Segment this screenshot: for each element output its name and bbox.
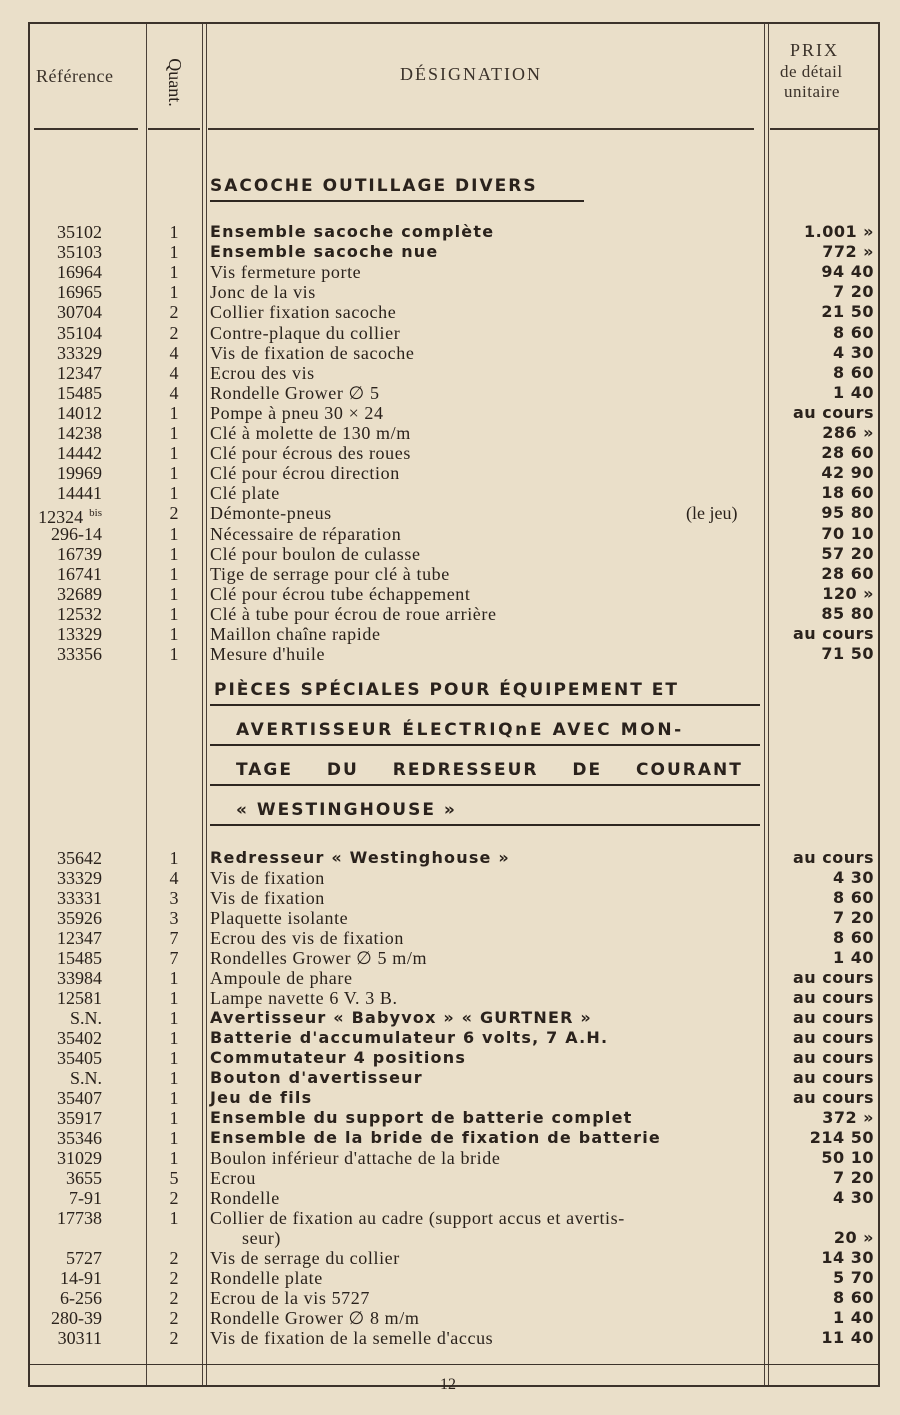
section-title-line1: PIÈCES SPÉCIALES POUR ÉQUIPEMENT ET (214, 680, 680, 700)
price: 7 20 (833, 1168, 874, 1187)
reference: 35103 (57, 242, 102, 263)
price: 5 70 (833, 1268, 874, 1287)
price: 85 80 (821, 603, 874, 623)
section-title: SACOCHE OUTILLAGE DIVERS (210, 176, 538, 196)
designation: Vis de fixation de sacoche (210, 342, 415, 363)
designation: Vis de serrage du collier (210, 1248, 400, 1268)
designation: Ensemble du support de batterie complet (210, 1108, 633, 1127)
table-row (30, 544, 882, 564)
header-quantity: Quant. (164, 57, 185, 107)
section-title-line4: « WESTINGHOUSE » (236, 800, 457, 820)
reference: 30311 (57, 1328, 102, 1348)
table-row (30, 1288, 882, 1308)
section-underline (210, 200, 584, 202)
quantity: 1 (169, 1048, 179, 1068)
designation: Tige de serrage pour clé à tube (210, 563, 450, 584)
header-rule (148, 128, 200, 130)
designation: Ampoule de phare (210, 968, 353, 988)
designation: Ecrou de la vis 5727 (210, 1288, 370, 1308)
table-row (30, 222, 882, 242)
price: 94 40 (821, 262, 874, 282)
designation: Rondelle (210, 1188, 280, 1208)
reference: 280-39 (51, 1308, 102, 1328)
reference: 35102 (57, 222, 102, 242)
table-row (30, 604, 882, 624)
reference: 17738 (57, 1208, 102, 1228)
table-row (30, 383, 882, 403)
quantity: 1 (169, 603, 179, 624)
reference: 35104 (57, 322, 102, 343)
table-row (30, 1208, 882, 1228)
quantity: 2 (169, 503, 179, 524)
table-row (30, 968, 882, 988)
designation: Pompe à pneu 30 × 24 (210, 402, 384, 423)
quantity: 1 (169, 1128, 179, 1148)
reference: 31029 (57, 1148, 102, 1168)
section-underline (210, 744, 760, 746)
price: 95 80 (821, 503, 874, 523)
quantity: 1 (169, 423, 179, 443)
table-row (30, 564, 882, 584)
quantity: 1 (169, 968, 179, 988)
designation-continuation: seur) (242, 1228, 281, 1248)
table-row (30, 584, 882, 604)
table-row (30, 1048, 882, 1068)
designation: Jonc de la vis (210, 282, 316, 303)
designation: Bouton d'avertisseur (210, 1068, 423, 1087)
table-row (30, 928, 882, 948)
price: 1 40 (833, 1308, 874, 1327)
quantity: 3 (169, 888, 179, 908)
price: 50 10 (821, 1148, 874, 1167)
quantity: 2 (169, 1308, 179, 1328)
table-row (30, 1128, 882, 1148)
reference: 7-91 (69, 1188, 102, 1208)
table-row (30, 343, 882, 363)
reference: 33356 (57, 644, 102, 665)
quantity: 1 (169, 402, 179, 423)
price: 7 20 (833, 908, 874, 927)
price: au cours (792, 1068, 874, 1087)
header-price-line2: de détail (780, 62, 843, 81)
designation: Clé pour écrous des roues (210, 443, 411, 464)
designation: Commutateur 4 positions (210, 1048, 467, 1067)
quantity: 2 (169, 1288, 179, 1308)
designation: Mesure d'huile (210, 644, 326, 665)
page-number: 12 (440, 1376, 456, 1393)
price: au cours (792, 1048, 874, 1067)
quantity: 1 (169, 1148, 179, 1168)
quantity: 2 (169, 1188, 179, 1208)
reference: 32689 (57, 583, 102, 604)
reference: 14238 (57, 423, 102, 443)
quantity: 1 (169, 1008, 179, 1028)
reference: 16739 (57, 543, 102, 564)
quantity: 1 (169, 848, 179, 868)
table-row (30, 644, 882, 664)
section-underline (210, 704, 760, 706)
quantity: 1 (169, 463, 179, 484)
designation: Collier de fixation au cadre (support accus et avertis- (210, 1208, 625, 1228)
reference: 33984 (57, 968, 102, 988)
quantity: 4 (169, 362, 179, 383)
reference: 35407 (57, 1088, 102, 1108)
quantity: 1 (169, 222, 179, 242)
quantity: 4 (169, 382, 179, 403)
designation: Lampe navette 6 V. 3 B. (210, 988, 398, 1008)
price: 28 60 (821, 443, 874, 463)
price: au cours (792, 1028, 874, 1047)
price: 120 » (822, 583, 874, 603)
quantity: 1 (169, 282, 179, 303)
price: 4 30 (833, 868, 874, 887)
reference: 35926 (57, 908, 102, 928)
reference-suffix: bis (89, 507, 102, 520)
reference: 16964 (57, 262, 102, 283)
header-price-line3: unitaire (784, 82, 840, 101)
reference: 6-256 (60, 1288, 102, 1308)
price: 14 30 (821, 1248, 874, 1267)
table-row (30, 908, 882, 928)
designation: Rondelle Grower ∅ 5 (210, 382, 380, 403)
price: 20 » (833, 1228, 874, 1247)
reference: 33331 (57, 888, 102, 908)
header-designation: DÉSIGNATION (400, 64, 542, 84)
reference: 15485 (57, 948, 102, 968)
quantity: 4 (169, 868, 179, 888)
price: 21 50 (821, 302, 874, 322)
price: au cours (792, 848, 874, 867)
table-row (30, 988, 882, 1008)
section-title-line3: TAGE DU REDRESSEUR DE COURANT (236, 760, 743, 780)
table-row (30, 1028, 882, 1048)
price: 1 40 (833, 382, 874, 402)
designation: Clé pour boulon de culasse (210, 543, 421, 564)
quantity: 1 (169, 443, 179, 464)
designation: Redresseur « Westinghouse » (210, 848, 510, 867)
reference: 35402 (57, 1028, 102, 1048)
price: 57 20 (821, 543, 874, 563)
designation: Ecrou des vis de fixation (210, 928, 404, 948)
price: 372 » (822, 1108, 874, 1127)
quantity: 2 (169, 1328, 179, 1348)
quantity: 1 (169, 583, 179, 604)
reference: 12581 (57, 988, 102, 1008)
designation: Clé à molette de 130 m/m (210, 423, 411, 443)
price: au cours (792, 624, 874, 643)
quantity: 2 (169, 302, 179, 323)
reference: 35346 (57, 1128, 102, 1148)
catalog-page (28, 22, 880, 1393)
price: 286 » (822, 423, 874, 442)
price: 8 60 (833, 362, 874, 382)
quantity: 1 (169, 1088, 179, 1108)
designation: Ensemble de la bride de fixation de batterie (210, 1128, 661, 1147)
quantity: 1 (169, 1208, 179, 1228)
reference: 35642 (57, 848, 102, 868)
designation-note: (le jeu) (686, 503, 738, 524)
designation: Ensemble sacoche nue (210, 242, 439, 262)
reference: 14012 (57, 402, 102, 423)
table-row (30, 1108, 882, 1128)
header-reference: Référence (36, 66, 114, 86)
designation: Clé à tube pour écrou de roue arrière (210, 603, 497, 624)
table-row (30, 262, 882, 282)
price: au cours (792, 1008, 874, 1027)
price: 772 » (822, 242, 874, 262)
reference: 15485 (57, 382, 102, 403)
price: au cours (792, 968, 874, 987)
quantity: 5 (169, 1168, 179, 1188)
reference: 30704 (57, 302, 102, 323)
price: 8 60 (833, 928, 874, 947)
table-row (30, 483, 882, 503)
reference: 12324 $^{bis}$ (38, 507, 102, 528)
table-row (30, 423, 882, 443)
price: 8 60 (833, 322, 874, 342)
table-row (30, 1008, 882, 1028)
designation: Jeu de fils (210, 1088, 313, 1107)
table-row (30, 363, 882, 383)
designation: Avertisseur « Babyvox » « GURTNER » (210, 1008, 592, 1027)
designation: Clé plate (210, 483, 280, 504)
quantity: 1 (169, 624, 179, 644)
price: 8 60 (833, 888, 874, 907)
reference: 3655 (66, 1168, 102, 1188)
quantity: 2 (169, 1248, 179, 1268)
designation: Rondelle Grower ∅ 8 m/m (210, 1308, 420, 1328)
quantity: 1 (169, 523, 179, 544)
price: 4 30 (833, 342, 874, 362)
quantity: 1 (169, 563, 179, 584)
quantity: 1 (169, 262, 179, 283)
designation: Clé pour écrou tube échappement (210, 583, 471, 604)
reference: S.N. (69, 1068, 102, 1088)
section-underline (210, 824, 760, 826)
reference: 14442 (57, 443, 102, 464)
price: au cours (792, 1088, 874, 1107)
designation: Ecrou des vis (210, 362, 315, 383)
designation: Rondelles Grower ∅ 5 m/m (210, 948, 428, 968)
price: 8 60 (833, 1288, 874, 1307)
section-underline (210, 784, 760, 786)
reference: 13329 (57, 624, 102, 644)
designation: Ecrou (210, 1168, 256, 1188)
price: 70 10 (821, 523, 874, 543)
reference: S.N. (69, 1008, 102, 1028)
price: 1.001 » (803, 222, 874, 241)
reference: 296-14 (51, 523, 102, 544)
quantity: 1 (169, 1108, 179, 1128)
quantity: 1 (169, 1028, 179, 1048)
table-row (30, 624, 882, 644)
table-row (30, 1068, 882, 1088)
reference: 5727 (66, 1248, 102, 1268)
quantity: 7 (169, 948, 179, 968)
designation: Vis fermeture porte (210, 262, 362, 283)
designation: Rondelle plate (210, 1268, 323, 1288)
table-row (30, 1168, 882, 1188)
price: 28 60 (821, 563, 874, 583)
quantity: 1 (169, 483, 179, 504)
quantity: 3 (169, 908, 179, 928)
designation: Vis de fixation de la semelle d'accus (210, 1328, 494, 1348)
quantity: 1 (169, 543, 179, 564)
table-row-continuation (30, 1228, 882, 1248)
header-rule (208, 128, 754, 130)
quantity: 1 (169, 644, 179, 665)
designation: Contre-plaque du collier (210, 322, 401, 343)
table-row (30, 1268, 882, 1288)
price: au cours (792, 988, 874, 1007)
designation: Ensemble sacoche complète (210, 222, 495, 241)
designation: Vis de fixation (210, 888, 325, 908)
reference: 16741 (57, 563, 102, 584)
price: 11 40 (821, 1328, 874, 1347)
price: 214 50 (809, 1128, 874, 1147)
reference: 12347 (57, 362, 102, 383)
table-row (30, 1248, 882, 1268)
designation: Boulon inférieur d'attache de la bride (210, 1148, 501, 1168)
designation: Collier fixation sacoche (210, 302, 397, 323)
table-row (30, 848, 882, 868)
designation: Vis de fixation (210, 868, 325, 888)
designation: Batterie d'accumulateur 6 volts, 7 A.H. (210, 1028, 609, 1047)
quantity: 1 (169, 988, 179, 1008)
designation: Plaquette isolante (210, 908, 349, 928)
section-title-line2: AVERTISSEUR ÉLECTRIQnE AVEC MON- (236, 720, 684, 740)
table-row (30, 403, 882, 423)
table-row (30, 302, 882, 322)
header-rule (34, 128, 138, 130)
reference: 33329 (57, 868, 102, 888)
price: 71 50 (821, 644, 874, 664)
table-row (30, 323, 882, 343)
reference: 12347 (57, 928, 102, 948)
quantity: 1 (169, 1068, 179, 1088)
quantity: 2 (169, 322, 179, 343)
table-row (30, 1188, 882, 1208)
quantity: 2 (169, 1268, 179, 1288)
reference: 12532 (57, 603, 102, 624)
quantity: 7 (169, 928, 179, 948)
quantity: 1 (169, 242, 179, 263)
price: 7 20 (833, 282, 874, 302)
table-row (30, 948, 882, 968)
reference: 35405 (57, 1048, 102, 1068)
table-row (30, 242, 882, 262)
price: au cours (792, 402, 874, 422)
price: 4 30 (833, 1188, 874, 1207)
designation: Démonte-pneus (210, 503, 332, 524)
table-row (30, 503, 882, 528)
table-row (30, 868, 882, 888)
table-row (30, 1088, 882, 1108)
reference: 33329 (57, 342, 102, 363)
reference: 35917 (57, 1108, 102, 1128)
table-row (30, 1308, 882, 1328)
header-price-line1: PRIX (790, 40, 840, 60)
reference: 14-91 (60, 1268, 102, 1288)
price: 18 60 (821, 483, 874, 503)
footer-rule (30, 1364, 878, 1365)
quantity: 4 (169, 342, 179, 363)
table-row (30, 443, 882, 463)
table-row (30, 463, 882, 483)
reference: 14441 (57, 483, 102, 504)
table-row (30, 524, 882, 544)
designation: Maillon chaîne rapide (210, 624, 381, 644)
table-row (30, 888, 882, 908)
reference: 19969 (57, 463, 102, 484)
designation: Nécessaire de réparation (210, 523, 402, 544)
price: 1 40 (833, 948, 874, 967)
price: 42 90 (821, 463, 874, 483)
header-rule (770, 128, 878, 130)
table-row (30, 1328, 882, 1348)
designation: Clé pour écrou direction (210, 463, 400, 484)
reference: 16965 (57, 282, 102, 303)
table-row (30, 1148, 882, 1168)
table-row (30, 282, 882, 302)
